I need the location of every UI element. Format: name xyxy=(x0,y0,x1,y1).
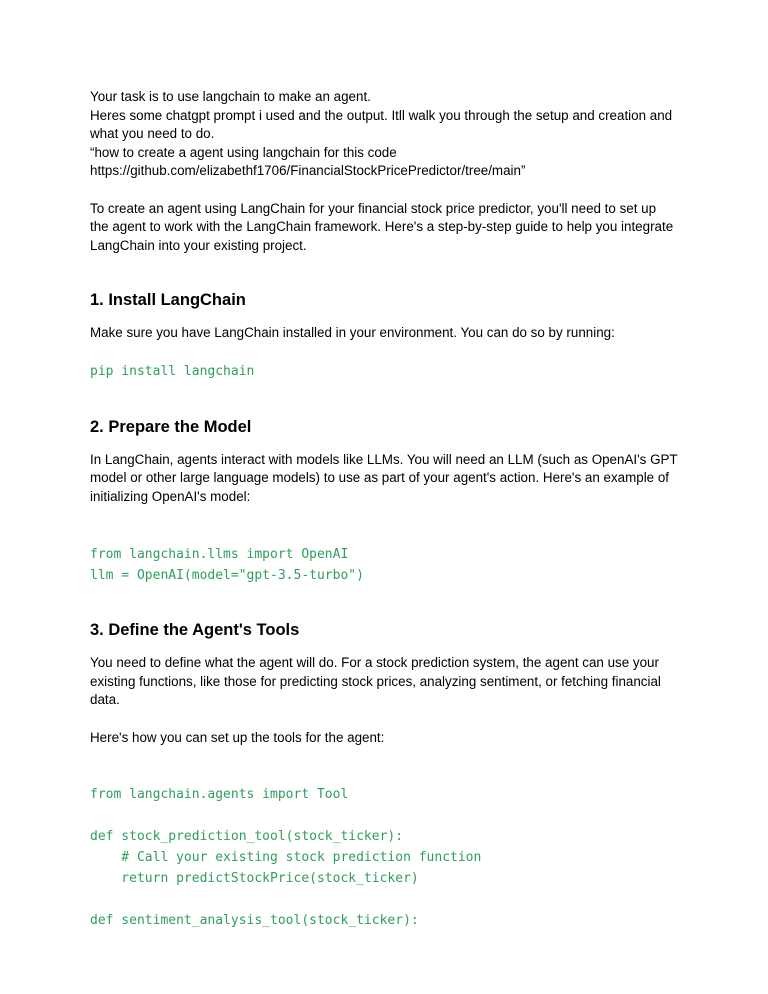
model-code-block xyxy=(90,544,678,586)
code-line: def stock_prediction_tool(stock_ticker): xyxy=(90,829,404,845)
blank-line xyxy=(90,766,678,785)
intro-line-1: Your task is to use langchain to make an agent. xyxy=(90,89,371,104)
intro-line-2: Heres some chatgpt prompt i used and the output. Itll walk you through the setup and creation and what you need to do. xyxy=(90,107,673,142)
code-line: # Call your existing stock prediction function xyxy=(90,850,482,866)
code-line: from langchain.llms import OpenAI xyxy=(90,546,349,562)
code-line: return predictStockPrice(stock_ticker) xyxy=(90,871,419,887)
code-line xyxy=(90,805,678,826)
section-3-body-2: Here's how you can set up the tools for the agent: xyxy=(90,729,385,745)
intro-paragraph xyxy=(90,88,678,181)
code-line: pip install langchain xyxy=(90,364,255,380)
blank-line xyxy=(90,525,678,544)
install-code-block xyxy=(90,361,678,382)
code-line: def sentiment_analysis_tool(stock_ticker): xyxy=(90,913,419,929)
code-line: from langchain.agents import Tool xyxy=(90,787,349,803)
intro-line-3: “how to create a agent using langchain for this code https://github.com/elizabethf1706/FinancialStockPricePredictor/tree/main” xyxy=(90,144,526,179)
section-1-heading: 1. Install LangChain xyxy=(90,290,246,309)
overview-paragraph: To create an agent using LangChain for your financial stock price predictor, you'll need to set up the agent to work with the LangChain framework. Here's a step-by-step guide to help you integrate LangChain into your existing project. xyxy=(90,200,674,253)
code-line xyxy=(90,889,678,910)
section-2-heading: 2. Prepare the Model xyxy=(90,417,252,436)
section-1-body: Make sure you have LangChain installed in your environment. You can do so by running: xyxy=(90,324,615,340)
section-2-body: In LangChain, agents interact with models like LLMs. You will need an LLM (such as OpenAI's GPT model or other large language models) to use as part of your agent's action. Here's an example of initializing OpenAI's model: xyxy=(90,451,678,504)
section-3-heading: 3. Define the Agent's Tools xyxy=(90,621,300,640)
tools-code-block xyxy=(90,784,678,931)
section-3-body: You need to define what the agent will do. For a stock prediction system, the agent can use your existing functions, like those for predicting stock prices, analyzing sentiment, or fetching financial data. xyxy=(90,655,661,708)
code-line: llm = OpenAI(model="gpt-3.5-turbo") xyxy=(90,567,364,583)
